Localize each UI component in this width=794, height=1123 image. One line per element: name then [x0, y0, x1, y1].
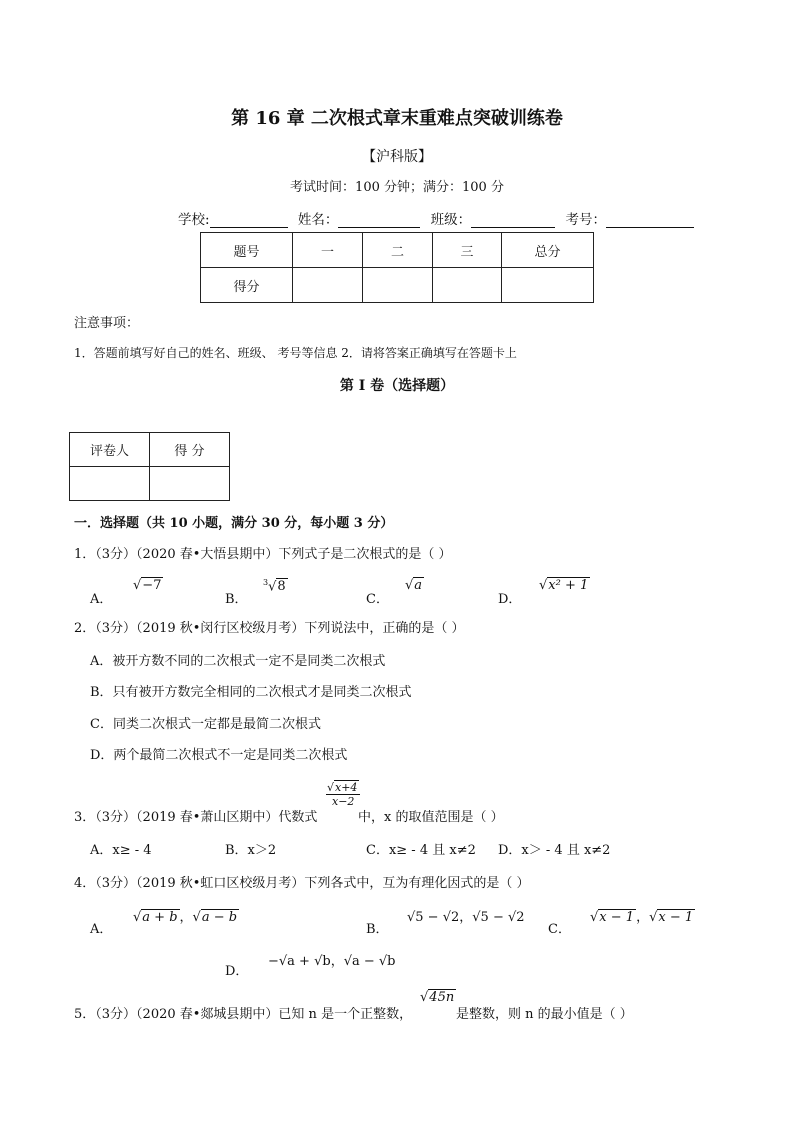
q4-option-d-label: D． — [225, 964, 249, 979]
volume-title: 第 I 卷（选择题） — [339, 378, 455, 394]
exam-info: 考试时间：100 分钟；满分：100 分 — [290, 180, 504, 195]
q4-option-a-expr: √a + b ，√a − b — [133, 910, 238, 925]
name-label: 姓名： — [297, 212, 339, 228]
q4-option-a-label: A． — [90, 922, 113, 937]
class-blank[interactable] — [471, 212, 555, 228]
score-header-cell: 题号 — [201, 233, 293, 268]
q1-option-d-label: D． — [498, 592, 522, 607]
school-blank[interactable] — [210, 212, 288, 228]
question-3-stem-post: 中，x 的取值范围是（ ） — [358, 810, 504, 825]
q1-option-b-expr: $^3$√8 — [263, 578, 286, 595]
q3-option-c: C．x≥ - 4 且 x≠2 — [366, 843, 476, 858]
section-heading: 一．选择题（共 10 小题，满分 30 分，每小题 3 分） — [74, 516, 394, 531]
school-label: 学校: — [178, 212, 210, 228]
q1-option-c-label: C． — [366, 592, 389, 607]
q2-option-b: B．只有被开方数完全相同的二次根式才是同类二次根式 — [90, 685, 412, 700]
question-2-stem: 2．（3分）（2019 秋•闵行区校级月考）下列说法中，正确的是（ ） — [74, 621, 465, 636]
student-info-row — [178, 208, 694, 228]
q4-option-d-expr: −√a + √b，√a − √b — [268, 954, 396, 969]
score-table-header-row — [201, 233, 594, 268]
question-5-stem-pre: 5．（3分）（2020 春•郯城县期中）已知 n 是一个正整数， — [74, 1007, 413, 1022]
question-4-stem: 4．（3分）（2019 秋•虹口区校级月考）下列各式中，互为有理化因式的是（ ） — [74, 876, 530, 891]
question-3-stem-pre: 3．（3分）（2019 春•萧山区期中）代数式 — [74, 810, 318, 825]
score-table-score-row — [201, 268, 594, 303]
score-table — [200, 232, 594, 303]
q2-option-c: C．同类二次根式一定都是最简二次根式 — [90, 717, 321, 732]
number-label: 考号： — [565, 212, 606, 228]
score-cell[interactable] — [433, 268, 502, 303]
q4-option-b-label: B． — [366, 922, 389, 937]
q4-option-c-label: C． — [548, 922, 571, 937]
q1-option-a-label: A． — [90, 592, 113, 607]
grader-cell[interactable] — [70, 467, 150, 501]
q3-option-d: D．x＞ - 4 且 x≠2 — [498, 843, 611, 858]
score-cell[interactable] — [293, 268, 363, 303]
grader-label: 评卷人 — [70, 433, 150, 467]
notes-text: 1．答题前填写好自己的姓名、班级、 考号等信息 2．请将答案正确填写在答题卡上 — [74, 346, 517, 360]
name-blank[interactable] — [338, 212, 420, 228]
question-1-stem: 1．（3分）（2020 春•大悟县期中）下列式子是二次根式的是（ ） — [74, 547, 452, 562]
grader-table — [69, 432, 230, 501]
score-header-cell: 三 — [433, 233, 502, 268]
q3-fraction: $\frac{√x+4}{x-2}$ — [326, 781, 360, 808]
score-header-cell: 总分 — [502, 233, 594, 268]
q3-option-b: B．x＞2 — [225, 843, 277, 858]
score-cell[interactable] — [363, 268, 433, 303]
number-blank[interactable] — [606, 212, 694, 228]
notes-heading: 注意事项： — [74, 316, 140, 331]
q3-option-a: A．x≥ - 4 — [90, 843, 152, 858]
grader-score-label: 得 分 — [150, 433, 230, 467]
edition-label: 【沪科版】 — [362, 149, 432, 165]
score-row-label: 得分 — [201, 268, 293, 303]
score-header-cell: 一 — [293, 233, 363, 268]
class-label: 班级： — [430, 212, 472, 228]
q2-option-a: A．被开方数不同的二次根式一定不是同类二次根式 — [90, 654, 386, 669]
q1-option-d-expr: √x² + 1 — [539, 578, 589, 593]
q1-option-c-expr: √a — [405, 578, 423, 593]
q1-option-b-label: B． — [225, 592, 248, 607]
grader-cell[interactable] — [150, 467, 230, 501]
q4-option-b-expr: √5 − √2，√5 − √2 — [407, 910, 525, 925]
score-header-cell: 二 — [363, 233, 433, 268]
document-title: 第 16 章 二次根式章末重难点突破训练卷 — [231, 108, 563, 129]
q1-option-a-expr: √−7 — [133, 578, 162, 593]
q5-radical: √45n — [420, 990, 455, 1005]
q2-option-d: D．两个最简二次根式不一定是同类二次根式 — [90, 748, 348, 763]
score-cell[interactable] — [502, 268, 594, 303]
question-5-stem-post: 是整数，则 n 的最小值是（ ） — [456, 1007, 633, 1022]
q4-option-c-expr: √x − 1 ，√x − 1 — [590, 910, 694, 925]
